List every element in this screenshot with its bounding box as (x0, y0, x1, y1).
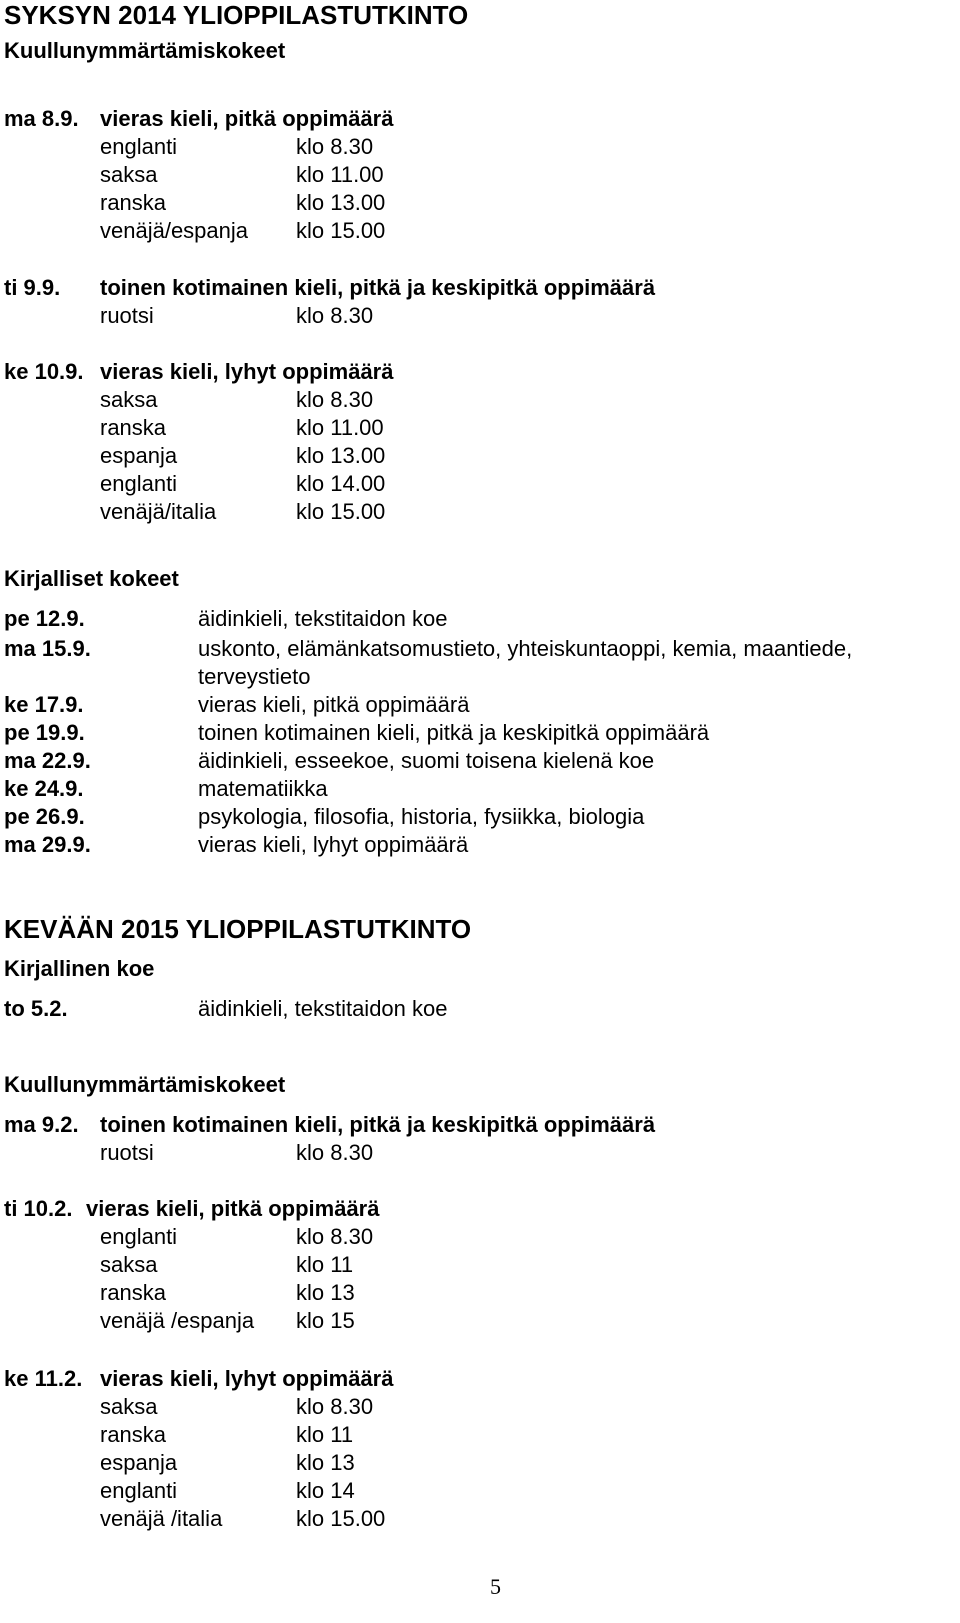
exam-language: espanja (100, 1450, 178, 1475)
exam-time: klo 15 (296, 1308, 355, 1333)
exam-language: ruotsi (100, 303, 154, 328)
exam-language: saksa (100, 162, 158, 187)
exam-time: klo 15.00 (296, 1506, 386, 1531)
exam-language: englanti (100, 134, 178, 159)
exam-time: klo 8.30 (296, 1224, 374, 1249)
exam-language: venäjä /italia (100, 1506, 223, 1531)
exam-subject: toinen kotimainen kieli, pitkä ja keskipitkä oppimäärä (100, 275, 656, 300)
exam-day: pe 26.9. (4, 804, 85, 829)
exam-language: ranska (100, 1280, 167, 1305)
exam-time: klo 8.30 (296, 1394, 374, 1419)
exam-day: ma 8.9. (4, 106, 79, 131)
exam-time: klo 13.00 (296, 190, 386, 215)
exam-time: klo 8.30 (296, 1140, 374, 1165)
exam-subject: äidinkieli, esseekoe, suomi toisena kielenä koe (198, 748, 655, 773)
exam-day: ke 24.9. (4, 776, 84, 801)
spring-written-heading: Kirjallinen koe (4, 956, 155, 981)
exam-language: saksa (100, 387, 158, 412)
exam-day: pe 19.9. (4, 720, 85, 745)
exam-language: venäjä /espanja (100, 1308, 255, 1333)
exam-day: ma 22.9. (4, 748, 91, 773)
spring-listening-heading: Kuullunymmärtämiskokeet (4, 1072, 286, 1097)
page-number: 5 (490, 1574, 501, 1599)
exam-subject-continued: terveystieto (198, 664, 311, 689)
exam-day: ti 10.2. (4, 1196, 73, 1221)
exam-language: englanti (100, 1478, 178, 1503)
exam-language: ranska (100, 1422, 167, 1447)
exam-subject: uskonto, elämänkatsomustieto, yhteiskuntaoppi, kemia, maantiede, (198, 636, 853, 661)
exam-subject: vieras kieli, lyhyt oppimäärä (100, 1366, 394, 1391)
autumn-written-heading: Kirjalliset kokeet (4, 566, 179, 591)
exam-subject: vieras kieli, lyhyt oppimäärä (198, 832, 469, 857)
exam-day: to 5.2. (4, 996, 68, 1021)
exam-subject: vieras kieli, pitkä oppimäärä (86, 1196, 380, 1221)
exam-day: ti 9.9. (4, 275, 61, 300)
exam-subject: matematiikka (198, 776, 328, 801)
exam-language: ranska (100, 415, 167, 440)
exam-language: ranska (100, 190, 167, 215)
exam-day: ke 10.9. (4, 359, 84, 384)
exam-time: klo 14 (296, 1478, 355, 1503)
exam-day: ke 11.2. (4, 1366, 83, 1391)
exam-time: klo 11 (296, 1252, 354, 1277)
exam-time: klo 8.30 (296, 303, 374, 328)
exam-language: espanja (100, 443, 178, 468)
exam-time: klo 13 (296, 1450, 355, 1475)
exam-day: ma 15.9. (4, 636, 91, 661)
exam-time: klo 8.30 (296, 387, 374, 412)
exam-time: klo 15.00 (296, 499, 386, 524)
exam-time: klo 14.00 (296, 471, 386, 496)
exam-subject: vieras kieli, pitkä oppimäärä (198, 692, 470, 717)
exam-language: venäjä/espanja (100, 218, 249, 243)
exam-language: venäjä/italia (100, 499, 217, 524)
exam-time: klo 11.00 (296, 415, 384, 440)
autumn-title: SYKSYN 2014 YLIOPPILASTUTKINTO (4, 0, 469, 30)
exam-time: klo 13.00 (296, 443, 386, 468)
exam-subject: äidinkieli, tekstitaidon koe (198, 606, 448, 631)
exam-subject: toinen kotimainen kieli, pitkä ja keskipitkä oppimäärä (100, 1112, 656, 1137)
exam-subject: psykologia, filosofia, historia, fysiikka, biologia (198, 804, 645, 829)
exam-day: ma 9.2. (4, 1112, 79, 1137)
exam-subject: toinen kotimainen kieli, pitkä ja keskipitkä oppimäärä (198, 720, 710, 745)
exam-time: klo 15.00 (296, 218, 386, 243)
exam-subject: vieras kieli, lyhyt oppimäärä (100, 359, 394, 384)
exam-time: klo 11.00 (296, 162, 384, 187)
exam-time: klo 13 (296, 1280, 355, 1305)
spring-title: KEVÄÄN 2015 YLIOPPILASTUTKINTO (4, 914, 472, 944)
exam-subject: äidinkieli, tekstitaidon koe (198, 996, 448, 1021)
exam-language: englanti (100, 1224, 178, 1249)
exam-time: klo 11 (296, 1422, 354, 1447)
exam-language: saksa (100, 1252, 158, 1277)
exam-language: englanti (100, 471, 178, 496)
exam-day: ke 17.9. (4, 692, 84, 717)
exam-day: ma 29.9. (4, 832, 91, 857)
exam-day: pe 12.9. (4, 606, 85, 631)
exam-subject: vieras kieli, pitkä oppimäärä (100, 106, 394, 131)
exam-time: klo 8.30 (296, 134, 374, 159)
autumn-listening-heading: Kuullunymmärtämiskokeet (4, 38, 286, 63)
exam-language: ruotsi (100, 1140, 154, 1165)
exam-language: saksa (100, 1394, 158, 1419)
